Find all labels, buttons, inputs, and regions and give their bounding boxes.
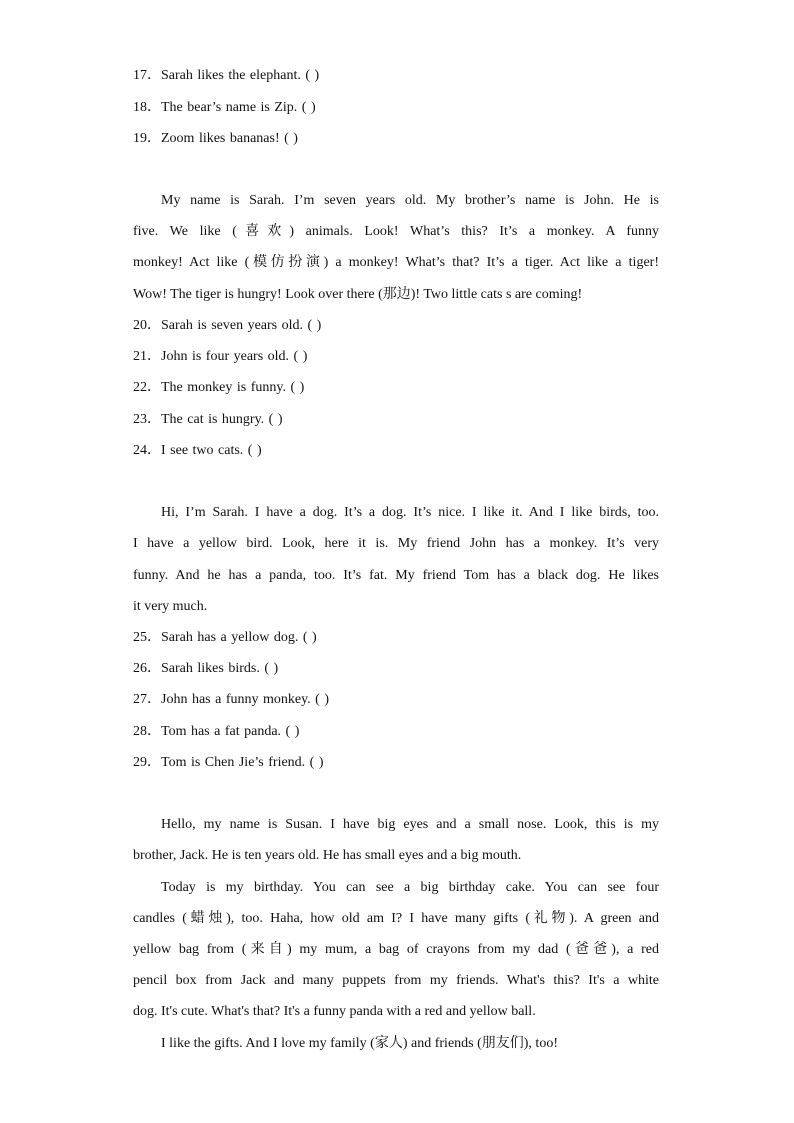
question-text: Sarah likes the elephant. ( )	[161, 68, 320, 83]
question-number: 25．	[133, 630, 161, 645]
question-18	[133, 99, 316, 117]
question-number: 18．	[133, 100, 161, 115]
passage-4-p2-line-5: dog. It's cute. What's that? It's a funny panda with a red and yellow ball.	[133, 1004, 536, 1019]
question-number: 28．	[133, 724, 161, 739]
passage-4-p3-line-1: I like the gifts. And I love my family (家人) and friends (朋友们), too!	[161, 1036, 558, 1051]
passage-4-p2-line-3: yellow bag from (来自) my mum, a bag of crayons from my dad (爸爸), a red	[133, 942, 659, 957]
question-text: The cat is hungry. ( )	[161, 412, 283, 427]
passage-4-p1-line-1: Hello, my name is Susan. I have big eyes and a small nose. Look, this is my	[161, 817, 659, 832]
passage-2-line-2: five. We like (喜欢) animals. Look! What’s this? It’s a monkey. A funny	[133, 224, 659, 239]
passage-3-line-1: Hi, I’m Sarah. I have a dog. It’s a dog. It’s nice. I like it. And I like birds, too.	[161, 505, 659, 520]
question-number: 19．	[133, 131, 161, 146]
question-text: The bear’s name is Zip. ( )	[161, 100, 316, 115]
passage-3-line-3: funny. And he has a panda, too. It’s fat. My friend Tom has a black dog. He likes	[133, 568, 659, 583]
question-text: Tom is Chen Jie’s friend. ( )	[161, 755, 324, 770]
passage-4-p1-line-2: brother, Jack. He is ten years old. He has small eyes and a big mouth.	[133, 848, 522, 863]
question-number: 29．	[133, 755, 161, 770]
question-26	[133, 660, 278, 678]
question-text: The monkey is funny. ( )	[161, 380, 305, 395]
question-number: 22．	[133, 380, 161, 395]
question-28	[133, 723, 299, 741]
question-27	[133, 691, 329, 709]
question-21	[133, 348, 307, 366]
question-text: John is four years old. ( )	[161, 349, 308, 364]
passage-2-line-4: Wow! The tiger is hungry! Look over there (那边)! Two little cats s are coming!	[133, 287, 583, 302]
question-number: 27．	[133, 692, 161, 707]
question-text: I see two cats. ( )	[161, 443, 262, 458]
question-number: 21．	[133, 349, 161, 364]
question-text: Zoom likes bananas! ( )	[161, 131, 298, 146]
question-19	[133, 130, 298, 148]
question-number: 26．	[133, 661, 161, 676]
question-22	[133, 379, 304, 397]
question-17	[133, 67, 319, 85]
question-20	[133, 317, 321, 335]
question-29	[133, 754, 324, 772]
question-23	[133, 411, 283, 429]
question-number: 24．	[133, 443, 161, 458]
question-text: Tom has a fat panda. ( )	[161, 724, 300, 739]
passage-2-line-3: monkey! Act like (模仿扮演) a monkey! What’s that? It’s a tiger. Act like a tiger!	[133, 255, 659, 270]
passage-4-p2-line-1: Today is my birthday. You can see a big birthday cake. You can see four	[161, 880, 659, 895]
question-25	[133, 629, 317, 647]
question-number: 23．	[133, 412, 161, 427]
question-number: 20．	[133, 318, 161, 333]
passage-3-line-4: it very much.	[133, 599, 208, 614]
question-text: John has a funny monkey. ( )	[161, 692, 330, 707]
passage-4-p2-line-2: candles (蜡烛), too. Haha, how old am I? I have many gifts (礼物). A green and	[133, 911, 659, 926]
question-24	[133, 442, 262, 460]
passage-3-line-2: I have a yellow bird. Look, here it is. My friend John has a monkey. It’s very	[133, 536, 659, 551]
question-text: Sarah likes birds. ( )	[161, 661, 279, 676]
question-text: Sarah has a yellow dog. ( )	[161, 630, 317, 645]
passage-4-p2-line-4: pencil box from Jack and many puppets from my friends. What's this? It's a white	[133, 973, 659, 988]
question-number: 17．	[133, 68, 161, 83]
passage-2-line-1: My name is Sarah. I’m seven years old. My brother’s name is John. He is	[161, 193, 659, 208]
question-text: Sarah is seven years old. ( )	[161, 318, 322, 333]
